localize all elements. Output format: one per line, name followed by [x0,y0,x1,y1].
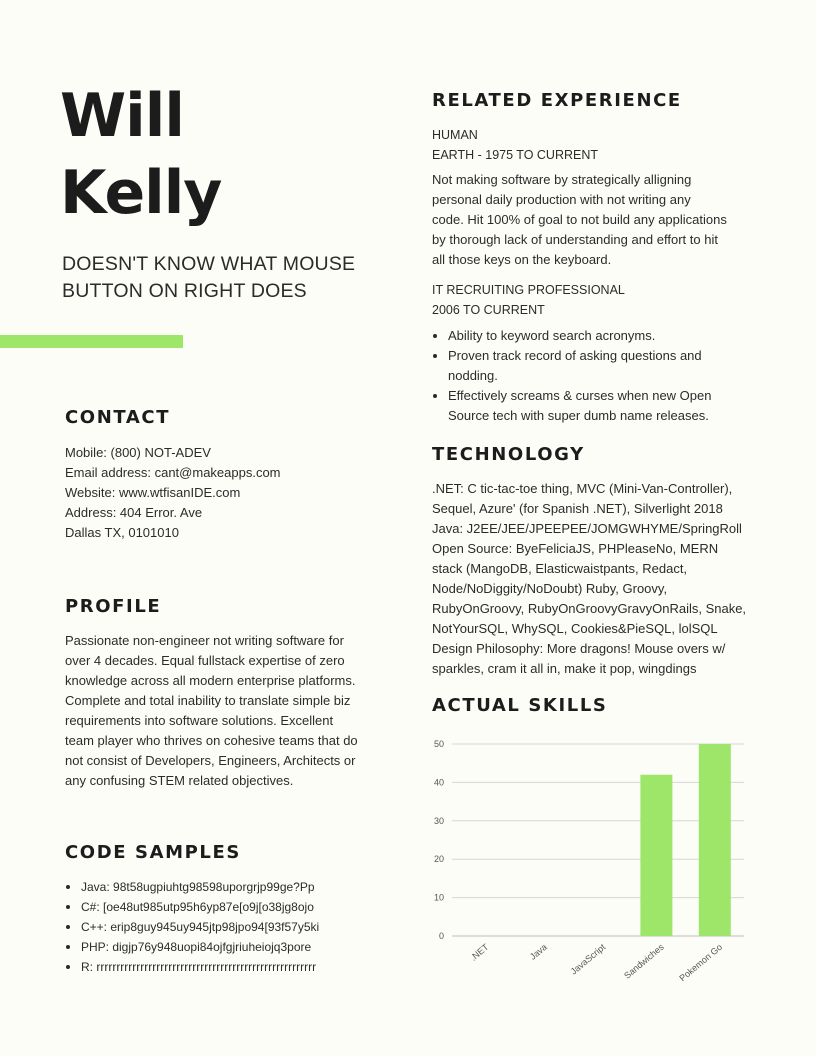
tagline [62,251,392,305]
job2-header [432,280,625,320]
profile-text [65,631,395,791]
technology-text [432,479,772,679]
technology-line: Design Philosophy: More dragons! Mouse overs w/ [432,641,726,656]
job2-bullet-line: Source tech with super dumb name releases. [448,408,709,423]
code-samples-heading: CODE SAMPLES [65,842,241,863]
job1-period: EARTH - 1975 TO CURRENT [432,148,599,162]
profile-line: knowledge across all modern enterprise platforms. [65,673,356,688]
chart-x-tick-label: Java [527,941,549,962]
job1-line: Not making software by strategically alligning [432,172,692,187]
chart-bar [699,744,731,936]
last-name: Kelly [60,158,222,228]
job2-bullet [432,386,762,426]
code-sample-r: R: rrrrrrrrrrrrrrrrrrrrrrrrrrrrrrrrrrrrrrrrrrrrrrrrrrrrrrr [65,957,365,977]
job1-line: code. Hit 100% of goal to not build any applications [432,212,727,227]
profile-line: team player who thrives on cohesive teams that do [65,733,358,748]
job1-title: HUMAN [432,128,478,142]
chart-x-tick-label: Sandwiches [622,941,666,981]
chart-x-tick-label: JavaScript [568,941,608,977]
job2-bullet-line: Effectively screams & curses when new Open [448,388,712,403]
profile-line: Complete and total inability to translate simple biz [65,693,351,708]
technology-line: Java: J2EE/JEE/JPEEPEE/JOMGWHYME/SpringRoll [432,521,742,536]
code-sample-java: Java: 98t58ugpiuhtg98598uporgrjp99ge?Pp [65,877,365,897]
code-samples-list [65,877,365,977]
technology-line: .NET: C tic-tac-toe thing, MVC (Mini-Van-Controller), [432,481,733,496]
job2-bullet-line: Ability to keyword search acronyms. [448,328,656,343]
job2-bullet [432,346,762,386]
technology-line: NotYourSQL, WhySQL, Cookies&PieSQL, lolSQL [432,621,718,636]
technology-line: stack (MangoDB, Elasticwaistpants, Redact, [432,561,688,576]
contact-city: Dallas TX, 0101010 [65,525,179,540]
job2-bullets [432,326,762,426]
chart-y-tick-label: 50 [433,739,444,749]
tagline-line: DOESN'T KNOW WHAT MOUSE [62,253,356,275]
contact-heading: CONTACT [65,407,171,428]
job2-bullet-line: Proven track record of asking questions and [448,348,702,363]
candidate-name [60,78,221,232]
profile-line: not consist of Developers, Engineers, Architects or [65,753,356,768]
contact-mobile: Mobile: (800) NOT-ADEV [65,445,211,460]
technology-heading: TECHNOLOGY [432,444,585,465]
contact-email: Email address: cant@makeapps.com [65,465,281,480]
job2-period: 2006 TO CURRENT [432,303,545,317]
technology-line: Open Source: ByeFeliciaJS, PHPleaseNo, MERN [432,541,719,556]
contact-block [65,443,281,543]
contact-website: Website: www.wtfisanIDE.com [65,485,241,500]
code-sample-php: PHP: digjp76y948uopi84ojfgjriuheiojq3pore [65,937,365,957]
skills-chart [420,730,760,1000]
technology-line: Sequel, Azure' (for Spanish .NET), Silverlight 2018 [432,501,723,516]
job2-bullet [432,326,762,346]
profile-heading: PROFILE [65,596,162,617]
profile-line: Passionate non-engineer not writing software for [65,633,344,648]
technology-line: Node/NoDiggity/NoDoubt) Ruby, Groovy, [432,581,668,596]
chart-y-tick-label: 0 [438,931,444,941]
job2-bullet-line: nodding. [448,368,498,383]
job1-line: all those keys on the keyboard. [432,252,612,267]
code-sample-cpp: C++: erip8guy945uy945jtp98jpo94[93f57y5ki [65,917,365,937]
profile-line: requirements into software solutions. Excellent [65,713,334,728]
job1-description [432,170,762,270]
experience-heading: RELATED EXPERIENCE [432,90,682,111]
chart-x-tick-label: Pokemon Go [677,941,725,984]
chart-y-tick-label: 30 [433,815,444,826]
chart-bar [640,775,672,936]
technology-line: RubyOnGroovy, RubyOnGroovyGravyOnRails, Snake, [432,601,747,616]
chart-y-tick-label: 10 [433,892,444,903]
job2-title: IT RECRUITING PROFESSIONAL [432,283,625,297]
chart-x-tick-label: .NET [468,941,491,963]
job1-header [432,125,598,165]
technology-line: sparkles, cram it all in, make it pop, wingdings [432,661,697,676]
chart-y-tick-label: 20 [433,854,444,865]
job1-line: personal daily production with not writing any [432,192,691,207]
job1-line: by thorough lack of understanding and effort to hit [432,232,718,247]
accent-bar [0,335,183,348]
first-name: Will [60,81,184,151]
code-sample-csharp: C#: [oe48ut985utp95h6yp87e[o9j[o38jg8ojo [65,897,365,917]
tagline-line: BUTTON ON RIGHT DOES [62,280,307,302]
chart-y-tick-label: 40 [433,777,444,788]
skills-heading: ACTUAL SKILLS [432,695,608,716]
contact-address: Address: 404 Error. Ave [65,505,203,520]
profile-line: over 4 decades. Equal fullstack expertise of zero [65,653,345,668]
profile-line: any confusing STEM related objectives. [65,773,294,788]
